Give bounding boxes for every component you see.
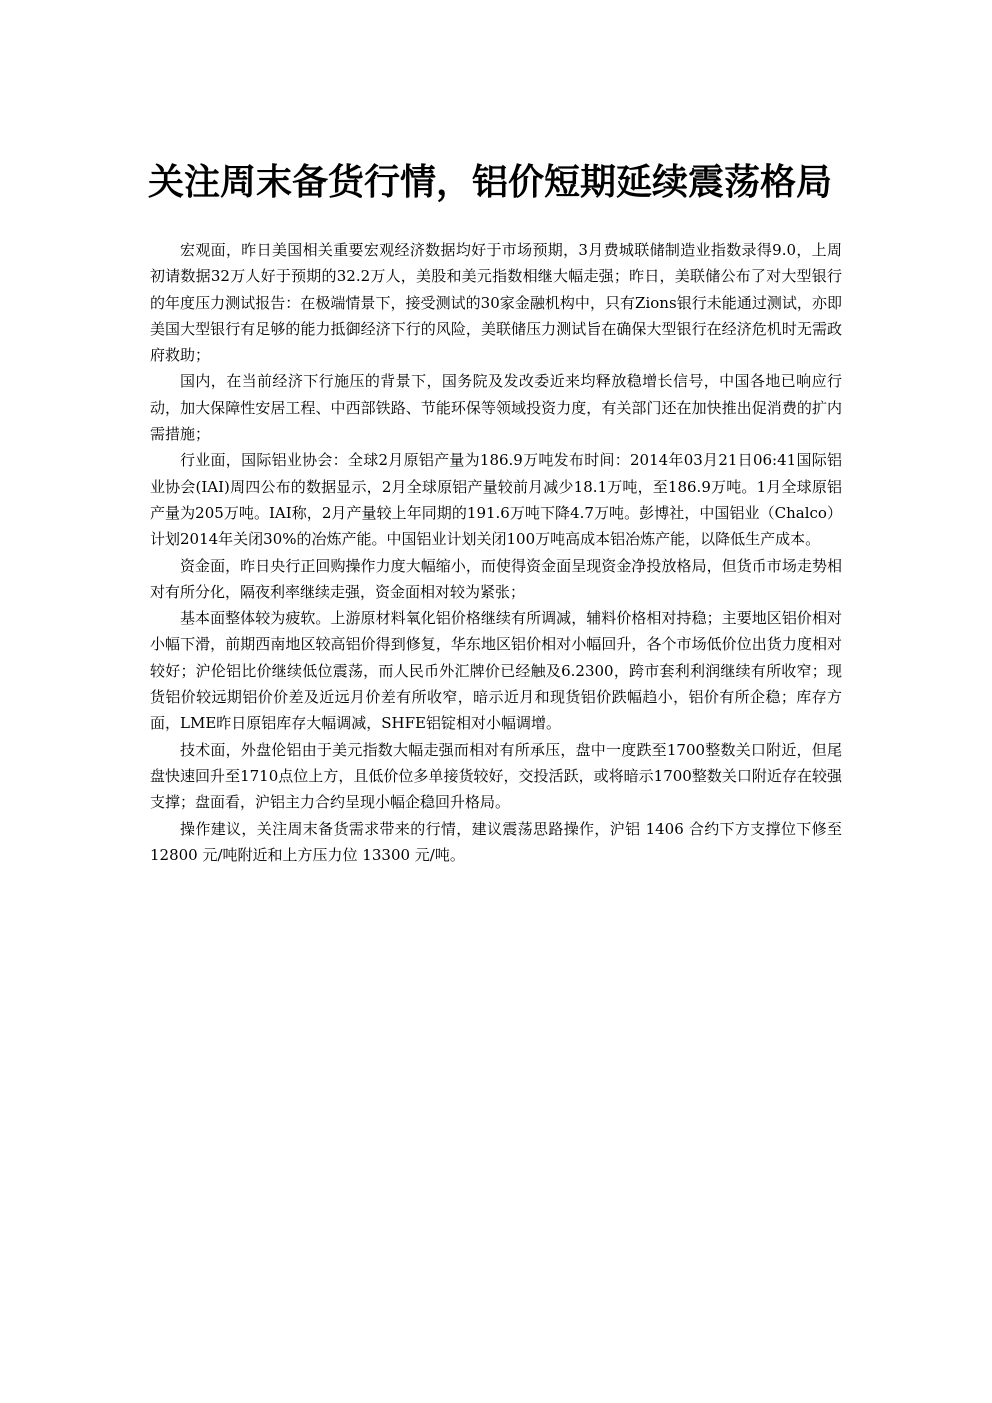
paragraph-macro: 宏观面，昨日美国相关重要宏观经济数据均好于市场预期，3月费城联储制造业指数录得9.0，上周初请数据32万人好于预期的32.2万人，美股和美元指数相继大幅走强；昨日，美联储公布了对大型银行的年度压力测试报告：在极端情景下，接受测试的30家金融机构中，只有Zions银行未能通过测试，亦即美国大型银行有足够的能力抵御经济下行的风险，美联储压力测试旨在确保大型银行在经济危机时无需政府救助； — [150, 241, 842, 365]
document-body — [150, 237, 842, 868]
document-title: 关注周末备货行情，铝价短期延续震荡格局 — [148, 161, 833, 203]
paragraph-advice: 操作建议，关注周末备货需求带来的行情，建议震荡思路操作，沪铝 1406 合约下方支撑位下修至 12800 元/吨附近和上方压力位 13300 元/吨。 — [150, 819, 842, 864]
paragraph-industry: 行业面，国际铝业协会：全球2月原铝产量为186.9万吨发布时间：2014年03月21日06:41国际铝业协会(IAI)周四公布的数据显示，2月全球原铝产量较前月减少18.1万吨，至186.9万吨。1月全球原铝产量为205万吨。IAI称，2月产量较上年同期的191.6万吨下降4.7万吨。彭博社，中国铝业（Chalco）计划2014年关闭30%的冶炼产能。中国铝业计划关闭100万吨高成本铝冶炼产能，以降低生产成本。 — [150, 451, 842, 549]
paragraph-technical: 技术面，外盘伦铝由于美元指数大幅走强而相对有所承压，盘中一度跌至1700整数关口附近，但尾盘快速回升至1710点位上方，且低价位多单接货较好，交投活跃，或将暗示1700整数关口附近存在较强支撑；盘面看，沪铝主力合约呈现小幅企稳回升格局。 — [150, 740, 842, 812]
paragraph-funding: 资金面，昨日央行正回购操作力度大幅缩小，而使得资金面呈现资金净投放格局，但货币市场走势相对有所分化，隔夜利率继续走强，资金面相对较为紧张； — [150, 556, 842, 601]
paragraph-fundamentals: 基本面整体较为疲软。上游原材料氧化铝价格继续有所调减，辅料价格相对持稳；主要地区铝价相对小幅下滑，前期西南地区较高铝价得到修复，华东地区铝价相对小幅回升，各个市场低价位出货力度相对较好；沪伦铝比价继续低位震荡，而人民币外汇牌价已经触及6.2300，跨市套利利润继续有所收窄；现货铝价较远期铝价价差及近远月价差有所收窄，暗示近月和现货铝价跌幅趋小，铝价有所企稳；库存方面，LME昨日原铝库存大幅调减，SHFE铝锭相对小幅调增。 — [150, 609, 842, 733]
paragraph-domestic: 国内，在当前经济下行施压的背景下，国务院及发改委近来均释放稳增长信号，中国各地已响应行动，加大保障性安居工程、中西部铁路、节能环保等领域投资力度，有关部门还在加快推出促消费的扩内需措施； — [150, 372, 842, 444]
